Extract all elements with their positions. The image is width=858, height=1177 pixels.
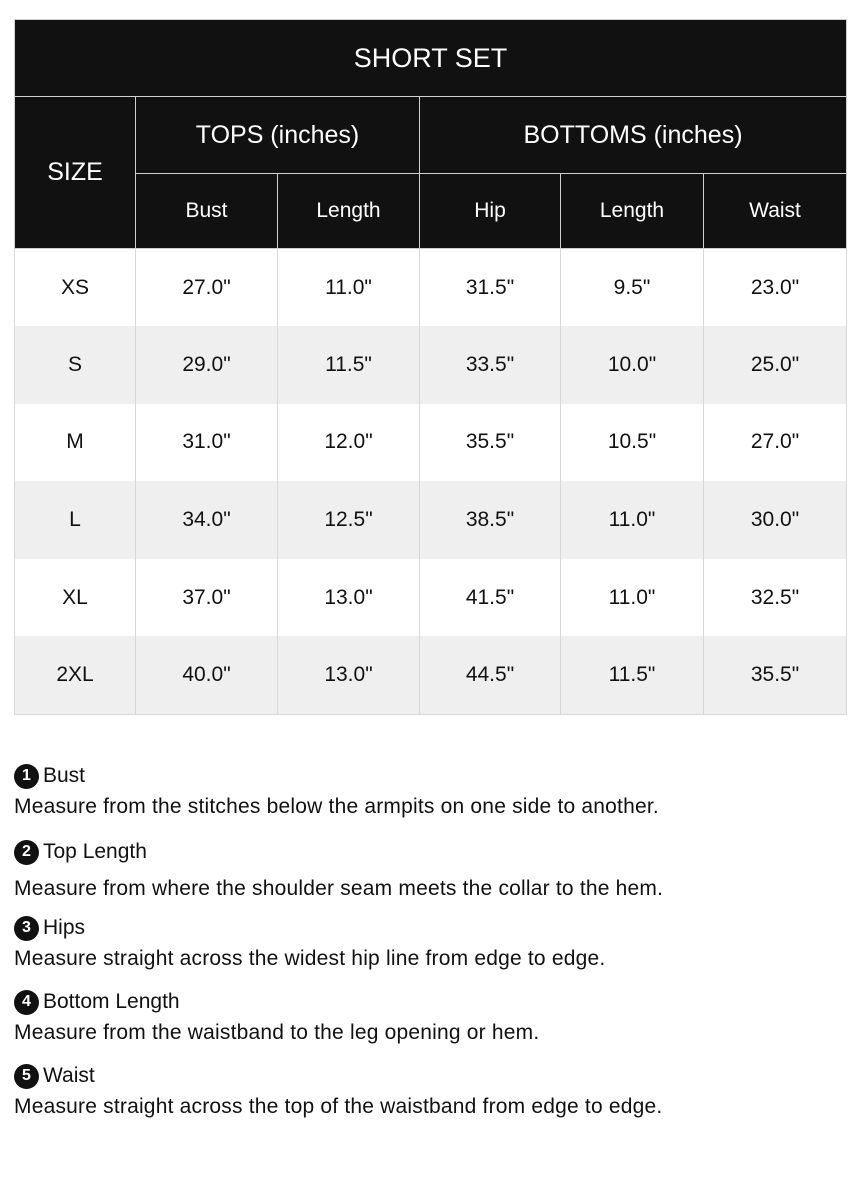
- bottoms-group-header: BOTTOMS (inches): [420, 97, 847, 174]
- bust-cell: 34.0": [136, 481, 278, 559]
- measurement-notes: [14, 760, 844, 1134]
- size-cell: 2XL: [15, 636, 136, 714]
- tops-group-header: TOPS (inches): [136, 97, 420, 174]
- waist-cell: 25.0": [704, 326, 847, 404]
- top-length-cell: 13.0": [278, 559, 420, 637]
- top-length-cell: 13.0": [278, 636, 420, 714]
- note-hips: [14, 912, 844, 986]
- number-four-icon: 4: [14, 990, 39, 1015]
- top-length-cell: 11.5": [278, 326, 420, 404]
- size-cell: XS: [15, 249, 136, 327]
- column-header-waist: Waist: [704, 174, 847, 249]
- note-description: Measure from the waistband to the leg opening or hem.: [14, 1021, 540, 1044]
- top-length-cell: 11.0": [278, 249, 420, 327]
- bottom-length-cell: 10.0": [561, 326, 704, 404]
- note-description: Measure straight across the widest hip line from edge to edge.: [14, 947, 606, 970]
- table-row: [15, 481, 847, 559]
- bottom-length-cell: 11.5": [561, 636, 704, 714]
- waist-cell: 30.0": [704, 481, 847, 559]
- note-description: Measure straight across the top of the waistband from edge to edge.: [14, 1095, 663, 1118]
- column-header-top-length: Length: [278, 174, 420, 249]
- table-row: [15, 636, 847, 714]
- waist-cell: 32.5": [704, 559, 847, 637]
- hip-cell: 41.5": [420, 559, 561, 637]
- bust-cell: 31.0": [136, 404, 278, 482]
- table-row: [15, 559, 847, 637]
- table-row: [15, 249, 847, 327]
- bottom-length-cell: 11.0": [561, 559, 704, 637]
- hip-cell: 38.5": [420, 481, 561, 559]
- table-row: [15, 404, 847, 482]
- column-header-bottom-length: Length: [561, 174, 704, 249]
- waist-cell: 35.5": [704, 636, 847, 714]
- number-three-icon: 3: [14, 916, 39, 941]
- note-description: Measure from the stitches below the armpits on one side to another.: [14, 795, 659, 818]
- bust-cell: 37.0": [136, 559, 278, 637]
- note-top-length: [14, 836, 844, 912]
- size-cell: S: [15, 326, 136, 404]
- note-bust: [14, 760, 844, 834]
- note-description: Measure from where the shoulder seam meets the collar to the hem.: [14, 877, 664, 900]
- hip-cell: 31.5": [420, 249, 561, 327]
- column-header-hip: Hip: [420, 174, 561, 249]
- waist-cell: 27.0": [704, 404, 847, 482]
- top-length-cell: 12.5": [278, 481, 420, 559]
- bust-cell: 27.0": [136, 249, 278, 327]
- note-label: Bottom Length: [43, 990, 180, 1013]
- note-label: Top Length: [43, 840, 147, 863]
- size-cell: M: [15, 404, 136, 482]
- note-waist: [14, 1060, 844, 1134]
- size-cell: L: [15, 481, 136, 559]
- note-bottom-length: [14, 986, 844, 1060]
- size-cell: XL: [15, 559, 136, 637]
- size-column-header: SIZE: [15, 97, 136, 249]
- bottom-length-cell: 10.5": [561, 404, 704, 482]
- bust-cell: 40.0": [136, 636, 278, 714]
- hip-cell: 35.5": [420, 404, 561, 482]
- note-label: Bust: [43, 764, 86, 787]
- bust-cell: 29.0": [136, 326, 278, 404]
- hip-cell: 33.5": [420, 326, 561, 404]
- note-label: Waist: [43, 1064, 95, 1087]
- column-header-bust: Bust: [136, 174, 278, 249]
- bottom-length-cell: 11.0": [561, 481, 704, 559]
- table-row: [15, 326, 847, 404]
- bottom-length-cell: 9.5": [561, 249, 704, 327]
- waist-cell: 23.0": [704, 249, 847, 327]
- hip-cell: 44.5": [420, 636, 561, 714]
- number-one-icon: 1: [14, 764, 39, 789]
- note-label: Hips: [43, 916, 86, 939]
- size-chart-table: [14, 19, 847, 715]
- top-length-cell: 12.0": [278, 404, 420, 482]
- number-five-icon: 5: [14, 1064, 39, 1089]
- number-two-icon: 2: [14, 840, 39, 865]
- table-title: SHORT SET: [15, 20, 847, 97]
